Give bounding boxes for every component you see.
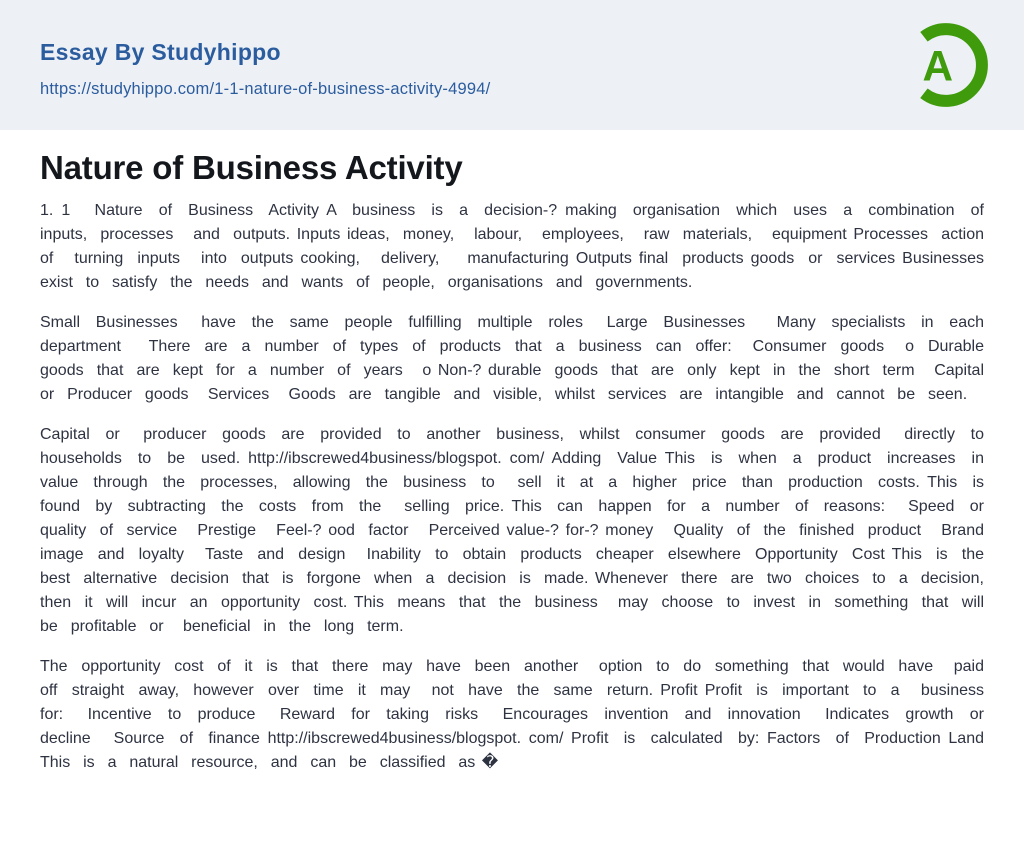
header-text-block — [40, 31, 490, 99]
page-header — [0, 0, 1024, 130]
essay-paragraph-2: Small Businesses have the same people fulfilling multiple roles Large Businesses Many specialists in each department There are a number of types of products that a business can offer: Consumer goods o Durable goods that are kept for a number of years o Non-? durable goods that are only kept in the short term Capital or Producer goods Services Goods are tangible and visible, whilst services are intangible and cannot be seen. — [40, 314, 997, 403]
essay-url-link[interactable]: https://studyhippo.com/1-1-nature-of-business-activity-4994/ — [40, 80, 491, 98]
essay-paragraph-1: 1. 1 Nature of Business Activity A business is a decision-? making organisation which uses a combination of inputs, processes and outputs. Inputs ideas, money, labour, employees, raw materials, equipment Processes action of turning inputs into outputs cooking, delivery, manufacturing Outputs final products goods or services Businesses exist to satisfy the needs and wants of people, organisations and governments. — [40, 202, 997, 291]
essay-title: Nature of Business Activity — [40, 149, 463, 186]
essay-paragraph-3: Capital or producer goods are provided to another business, whilst consumer goods are provided directly to households to be used. http://ibscrewed4business/blogspot. com/ Adding Value This is when a product increases in value through the processes, allowing the business to sell it at a higher price than production costs. This is found by subtracting the costs from the selling price. This can happen for a number of reasons: Speed or quality of service Prestige Feel-? ood factor Perceived value-? for-? money Quality of the finished product Brand image and loyalty Taste and design Inability to obtain products cheaper elsewhere Opportunity Cost This is the best alternative decision that is forgone when a decision is made. Whenever there are two choices to a decision, then it will incur an opportunity cost. This means that the business may choose to invest in something that will be profitable or beneficial in the long term. — [40, 426, 997, 635]
studyhippo-logo-icon — [900, 19, 992, 111]
site-title: Essay By Studyhippo — [40, 39, 281, 65]
essay-content — [0, 130, 1024, 775]
logo-letter: A — [922, 42, 954, 90]
essay-paragraph-4: The opportunity cost of it is that there may have been another option to do something that would have paid off straight away, however over time it may not have the same return. Profit Profit is important to a business for: Incentive to produce Reward for taking risks Encourages invention and innovation Indicates growth or decline Source of finance http://ibscrewed4business/blogspot. com/ Profit is calculated by: Factors of Production Land This is a natural resource, and can be classified as � — [40, 658, 1004, 771]
